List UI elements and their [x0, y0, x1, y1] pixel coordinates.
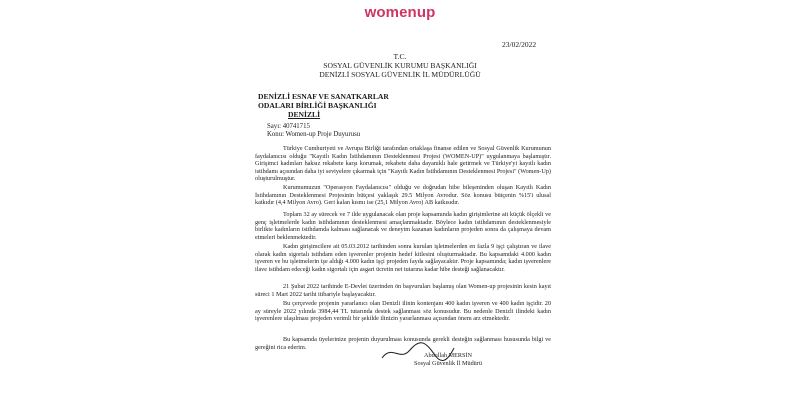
letter-date: 23/02/2022 — [502, 40, 537, 49]
signatory-name: Abdullah MERSİN — [424, 352, 472, 359]
addressee-line-2: ODALARI BİRLİĞİ BAŞKANLIĞI — [258, 101, 377, 110]
subject-label: Konu: — [267, 131, 284, 138]
number-label: Sayı: — [267, 123, 281, 130]
signature-block — [398, 352, 498, 367]
signature-scribble — [378, 340, 458, 364]
paragraph-3: Toplam 32 ay sürecek ve 7 ilde uygulanacak olan proje kapsamında kadın girişimlerine ait küçük ölçekli ve genç işletmelerde kadın istihdamının desteklenmesi amaçlanmaktadır. Böylece kadın istihdamının desteklenmesiyle birlikte kadınların istihdamda kalması sağlanacak ve deneyim kazanan kadınların projeden sonra da çalışmaya devam etmeleri beklenmektedir. — [255, 211, 551, 241]
subject-value: Women-up Proje Duyurusu — [285, 131, 361, 138]
addressee-line-1: DENİZLİ ESNAF VE SANATKARLAR — [258, 92, 389, 101]
paragraph-6: Bu çerçevede projenin yararlanıcı olan Denizli ilinin kontenjanı 400 kadın işveren ve 400 kadın işçidir. 20 ay süreyle 2022 yılında 3984,44 TL tutarında destek sağlanması söz konusudur. Bu nedenle Denizli ilindeki kadın işverenlere ulaşılması projeden verimli bir şekilde ilinizin yararlanması açısından önem arz etmektedir. — [255, 300, 551, 323]
paragraph-7: Bu kapsamda üyelerinize projenin duyurulması konusunda gerekli desteğin sağlanması hususunda bilgi ve gereğini rica ederim. — [255, 336, 551, 351]
women-up-logo — [0, 4, 800, 21]
header-institution: SOSYAL GÜVENLİK KURUMU BAŞKANLIĞI — [323, 61, 477, 70]
paragraph-1: Türkiye Cumhuriyeti ve Avrupa Birliği tarafından ortaklaşa finanse edilen ve Sosyal Güvenlik Kurumunun faydalanıcısı olduğu "Kayıtlı Kadın İstihdamının Desteklenmesi Projesi (WOMEN-UP)" uygulanmaya başlamıştır. Girişimci kadınları haksız rekabete karşı korumak, rekabete daha dayanıklı hale getirmek ve Türkiye'yi kayıtlı kadın istihdamı açısından daha iyi seviyelere çıkarmak için "Kayıtlı Kadın İstihdamının Desteklenmesi Projesi" (Women-Up) oluşturulmuştur. — [255, 145, 551, 183]
addressee-city: DENİZLİ — [288, 110, 321, 119]
number-value: 40741715 — [282, 123, 310, 130]
subject-line — [267, 131, 360, 139]
logo-text: women — [364, 4, 417, 21]
signatory-title: Sosyal Güvenlik İl Müdürü — [414, 359, 482, 367]
header-directorate: DENİZLİ SOSYAL GÜVENLİK İL MÜDÜRLÜĞÜ — [319, 70, 481, 79]
header-tc: T.C. — [393, 52, 407, 61]
logo-accent: up — [416, 4, 436, 21]
paragraph-5: 21 Şubat 2022 tarihinde E-Devlet üzerinden ön başvuruları başlamış olan Women-up projesinin kesin kayıt süreci 1 Mart 2022 tarihi itibariyle başlayacaktır. — [255, 283, 551, 298]
paragraph-2: Kurumumuzun "Operasyon Faydalanıcısı" olduğu ve doğrudan hibe bileşeninden oluşan Kayıtlı Kadın İstihdamının Desteklenmesi Projesinin bütçesi yaklaşık 29.5 Milyon Avrodur. Söz konusu bütçenin %15'i ulusal katkıdır (4,4 Milyon Avro). Geri kalan kısmı ise (25,1 Milyon Avro) AB katkısıdır. — [255, 184, 551, 207]
reference-number — [267, 123, 310, 131]
paragraph-4: Kadın girişimcilere ait 05.03.2012 tarihinden sonra kurulan işletmelerden en fazla 9 işçi çalıştıran ve ilave olarak kadın sigortalı istihdam eden işverenler projenin hedef kitlesini oluşturmaktadır. Bu kapsamdaki 4.000 kadın işveren ve bu işletmelerin işe aldığı 4.000 kadın işçi projeden fayda sağlayacaktır. Proje kapsamında; kadın işverenlere ilave istihdam edeceği kadın sigortalı için asgari ücretin net tutarına kadar hibe desteği sağlanacaktır. — [255, 243, 551, 273]
